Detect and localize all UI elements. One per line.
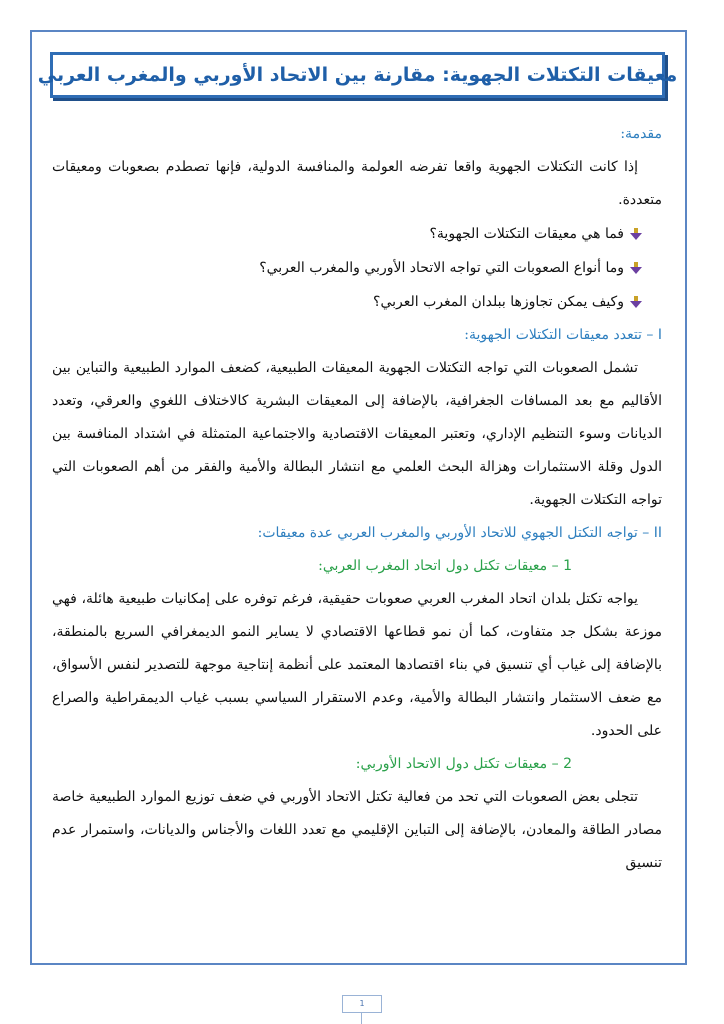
subsection-1-heading	[52, 550, 662, 583]
section-1-paragraph: تشمل الصعوبات التي تواجه التكتلات الجهوية المعيقات الطبيعية، كضعف الموارد الطبيعية والتباين بين الأقاليم مع بعد المسافات الجغرافية، بالإضافة إلى المعيقات البشرية كالاختلاف اللغوي والعرقي، وتعدد الديانات وسوء التنظيم الإداري، وتعتبر المعيقات الاقتصادية والاجتماعية المتمثلة في اشتداد المنافسة بين الدول وقلة الاستثمارات وهزالة البحث العلمي مع انتشار البطالة والأمية والفقر من أهم الصعوبات التي تواجه التكتلات الجهوية.	[52, 360, 662, 508]
section-1-heading	[52, 319, 662, 352]
subsection-2-title: – معيقات تكتل دول الاتحاد الأوربي:	[355, 756, 559, 772]
arrow-down-bullet-icon	[630, 296, 642, 308]
subsection-1-title: – معيقات تكتل دول اتحاد المغرب العربي:	[318, 558, 559, 574]
question-item	[52, 285, 642, 319]
question-text: وما أنواع الصعوبات التي تواجه الاتحاد الأوربي والمغرب العربي؟	[259, 260, 624, 276]
section-2-number: II	[653, 525, 662, 541]
question-item	[52, 217, 642, 251]
section-2-heading	[52, 517, 662, 550]
question-item	[52, 251, 642, 285]
document-title: معيقات التكتلات الجهوية: مقارنة بين الاتحاد الأوربي والمغرب العربي	[37, 64, 678, 86]
subsection-2-paragraph: تتجلى بعض الصعوبات التي تحد من فعالية تكتل الاتحاد الأوربي في ضعف توزيع الموارد الطبيعية خاصة مصادر الطاقة والمعادن، بالإضافة إلى التباين الإقليمي مع تعدد اللغات والأجناس والديانات، واستمرار عدم تنسيق	[52, 789, 662, 871]
section-1-number: I	[657, 327, 662, 343]
subsection-2-heading	[52, 748, 662, 781]
document-body	[52, 118, 662, 880]
title-box	[37, 52, 678, 98]
page-number-divider	[361, 1013, 362, 1024]
section-2-title: – تواجه التكتل الجهوي للاتحاد الأوربي والمغرب العربي عدة معيقات:	[257, 525, 650, 541]
question-list	[52, 217, 662, 319]
section-1-title: – تتعدد معيقات التكتلات الجهوية:	[464, 327, 654, 343]
question-text: وكيف يمكن تجاوزها ببلدان المغرب العربي؟	[373, 294, 624, 310]
subsection-1-number: 1	[563, 558, 572, 574]
intro-paragraph: إذا كانت التكتلات الجهوية واقعا تفرضه العولمة والمنافسة الدولية، فإنها تصطدم بصعوبات ومعيقات متعددة.	[52, 159, 662, 208]
subsection-2-number: 2	[563, 756, 572, 772]
arrow-down-bullet-icon	[630, 262, 642, 274]
arrow-down-bullet-icon	[630, 228, 642, 240]
subsection-1-paragraph: يواجه تكتل بلدان اتحاد المغرب العربي صعوبات حقيقية، فرغم توفره على إمكانيات طبيعية هائلة، فهي موزعة بشكل جد متفاوت، كما أن نمو قطاعها الاقتصادي لا يساير النمو الديمغرافي السريع بالمنطقة، بالإضافة إلى غياب أي تنسيق في بناء اقتصادها المعتمد على أنظمة إنتاجية موجهة للتصدير لنفس الأسواق، مع ضعف الاستثمار وانتشار البطالة والأمية، وعدم الاستقرار السياسي بسبب غياب الديمقراطية والصراع على الحدود.	[52, 591, 662, 739]
question-text: فما هي معيقات التكتلات الجهوية؟	[429, 226, 624, 242]
intro-heading: مقدمة:	[620, 126, 662, 142]
page-number: 1	[342, 995, 382, 1013]
